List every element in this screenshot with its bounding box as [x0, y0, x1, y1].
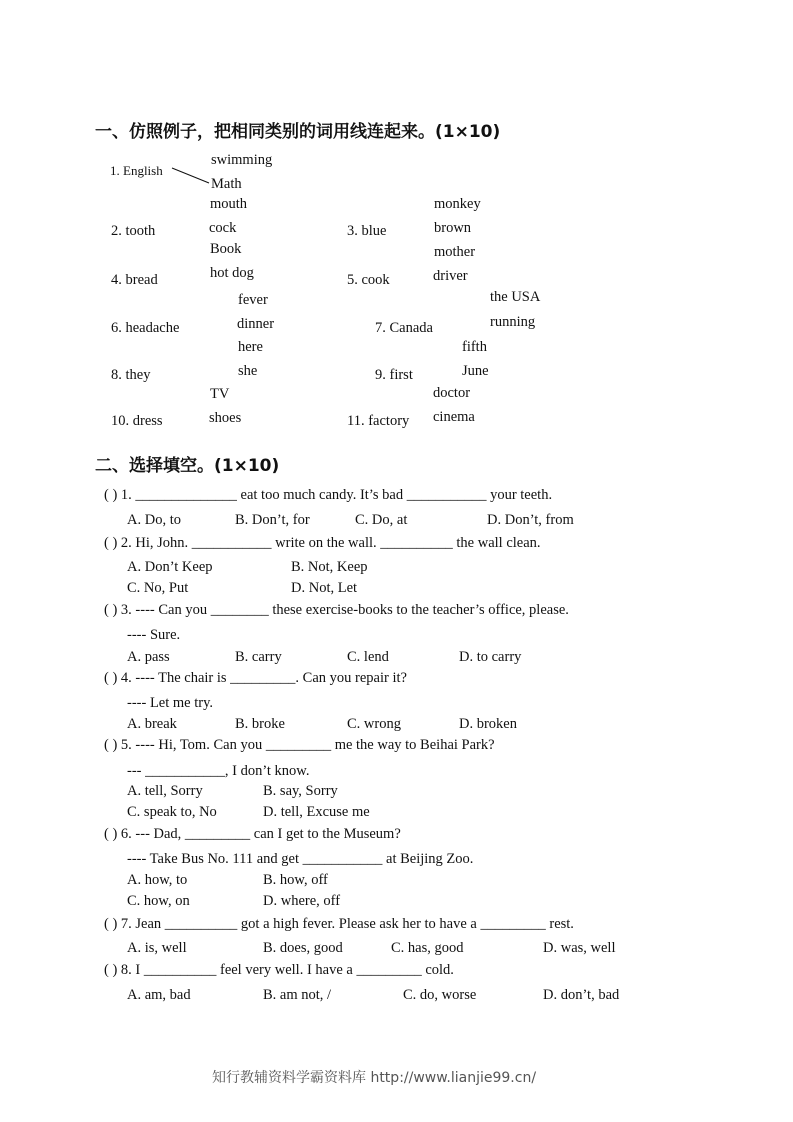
- answer-option: A. am, bad: [127, 987, 191, 1003]
- answer-option: D. Don’t, from: [487, 512, 574, 528]
- right-item: 9. first: [375, 367, 413, 383]
- question-line: ( ) 6. --- Dad, _________ can I get to the Museum?: [104, 826, 401, 842]
- match-word: cinema: [433, 409, 475, 425]
- match-word: shoes: [209, 410, 242, 426]
- match-word: June: [462, 363, 489, 379]
- left-item: 10. dress: [111, 413, 163, 429]
- answer-option: B. how, off: [263, 872, 328, 888]
- answer-option: B. carry: [235, 649, 282, 665]
- answer-option: B. Don’t, for: [235, 512, 310, 528]
- question-line: ---- Sure.: [127, 627, 181, 643]
- right-item: 5. cook: [347, 272, 390, 288]
- left-item: 6. headache: [111, 320, 180, 336]
- match-word: doctor: [433, 385, 471, 401]
- match-word: running: [490, 314, 536, 330]
- question-line: ( ) 4. ---- The chair is _________. Can you repair it?: [104, 670, 407, 686]
- match-word: fever: [238, 292, 268, 308]
- answer-option: A. tell, Sorry: [127, 783, 203, 799]
- answer-option: C. speak to, No: [127, 804, 217, 820]
- question-line: ( ) 3. ---- Can you ________ these exercise-books to the teacher’s office, please.: [104, 602, 569, 618]
- match-word: Math: [211, 176, 242, 192]
- match-word: here: [238, 339, 263, 355]
- question-line: --- ___________, I don’t know.: [127, 763, 310, 779]
- answer-option: A. is, well: [127, 940, 187, 956]
- answer-option: D. tell, Excuse me: [263, 804, 370, 820]
- answer-option: C. Do, at: [355, 512, 408, 528]
- answer-option: D. broken: [459, 716, 517, 732]
- question-line: ( ) 2. Hi, John. ___________ write on the wall. __________ the wall clean.: [104, 535, 541, 551]
- answer-option: A. Do, to: [127, 512, 181, 528]
- answer-option: A. pass: [127, 649, 170, 665]
- match-word: brown: [434, 220, 472, 236]
- answer-option: B. Not, Keep: [291, 559, 368, 575]
- match-word: TV: [210, 386, 230, 402]
- answer-option: C. how, on: [127, 893, 190, 909]
- question-line: ( ) 5. ---- Hi, Tom. Can you _________ me the way to Beihai Park?: [104, 737, 495, 753]
- answer-option: D. to carry: [459, 649, 522, 665]
- answer-option: D. don’t, bad: [543, 987, 620, 1003]
- answer-option: C. do, worse: [403, 987, 477, 1003]
- question-line: ( ) 1. ______________ eat too much candy. It’s bad ___________ your teeth.: [104, 487, 553, 503]
- match-word: dinner: [237, 316, 275, 332]
- right-item: 3. blue: [347, 223, 387, 239]
- answer-option: C. No, Put: [127, 580, 189, 596]
- match-word: the USA: [490, 289, 541, 305]
- question-line: ---- Let me try.: [127, 695, 214, 711]
- answer-option: A. break: [127, 716, 177, 732]
- answer-option: C. has, good: [391, 940, 464, 956]
- left-item: 2. tooth: [111, 223, 156, 239]
- answer-option: D. Not, Let: [291, 580, 358, 596]
- match-word: cock: [209, 220, 237, 236]
- answer-option: D. was, well: [543, 940, 616, 956]
- section2-heading: 二、选择填空。(1×10): [95, 456, 280, 476]
- answer-option: B. say, Sorry: [263, 783, 338, 799]
- question-line: ( ) 8. I __________ feel very well. I have a _________ cold.: [104, 962, 454, 978]
- answer-option: A. Don’t Keep: [127, 559, 213, 575]
- match-word: Book: [210, 241, 242, 257]
- left-item: 4. bread: [111, 272, 158, 288]
- match-word: swimming: [211, 152, 273, 168]
- answer-option: A. how, to: [127, 872, 188, 888]
- left-item: 8. they: [111, 367, 151, 383]
- answer-option: B. broke: [235, 716, 285, 732]
- answer-option: C. wrong: [347, 716, 401, 732]
- question-line: ---- Take Bus No. 111 and get ___________ at Beijing Zoo.: [127, 851, 474, 867]
- match-word: hot dog: [210, 265, 254, 281]
- match-word: driver: [433, 268, 468, 284]
- answer-option: C. lend: [347, 649, 389, 665]
- footer-watermark: 知行教辅资料学霸资料库 http://www.lianjie99.cn/: [212, 1070, 537, 1086]
- answer-option: B. am not, /: [263, 987, 332, 1003]
- match-word: she: [238, 363, 258, 379]
- right-item: 7. Canada: [375, 320, 433, 336]
- match-word: monkey: [434, 196, 481, 212]
- question-line: ( ) 7. Jean __________ got a high fever. Please ask her to have a _________ rest.: [104, 916, 574, 932]
- match-word: mother: [434, 244, 476, 260]
- match-word: mouth: [210, 196, 248, 212]
- match-word: fifth: [462, 339, 487, 355]
- answer-option: B. does, good: [263, 940, 343, 956]
- section1-heading: 一、仿照例子，把相同类别的词用线连起来。(1×10): [95, 122, 501, 142]
- answer-option: D. where, off: [263, 893, 341, 909]
- example-word: 1. English: [110, 163, 163, 178]
- right-item: 11. factory: [347, 413, 410, 429]
